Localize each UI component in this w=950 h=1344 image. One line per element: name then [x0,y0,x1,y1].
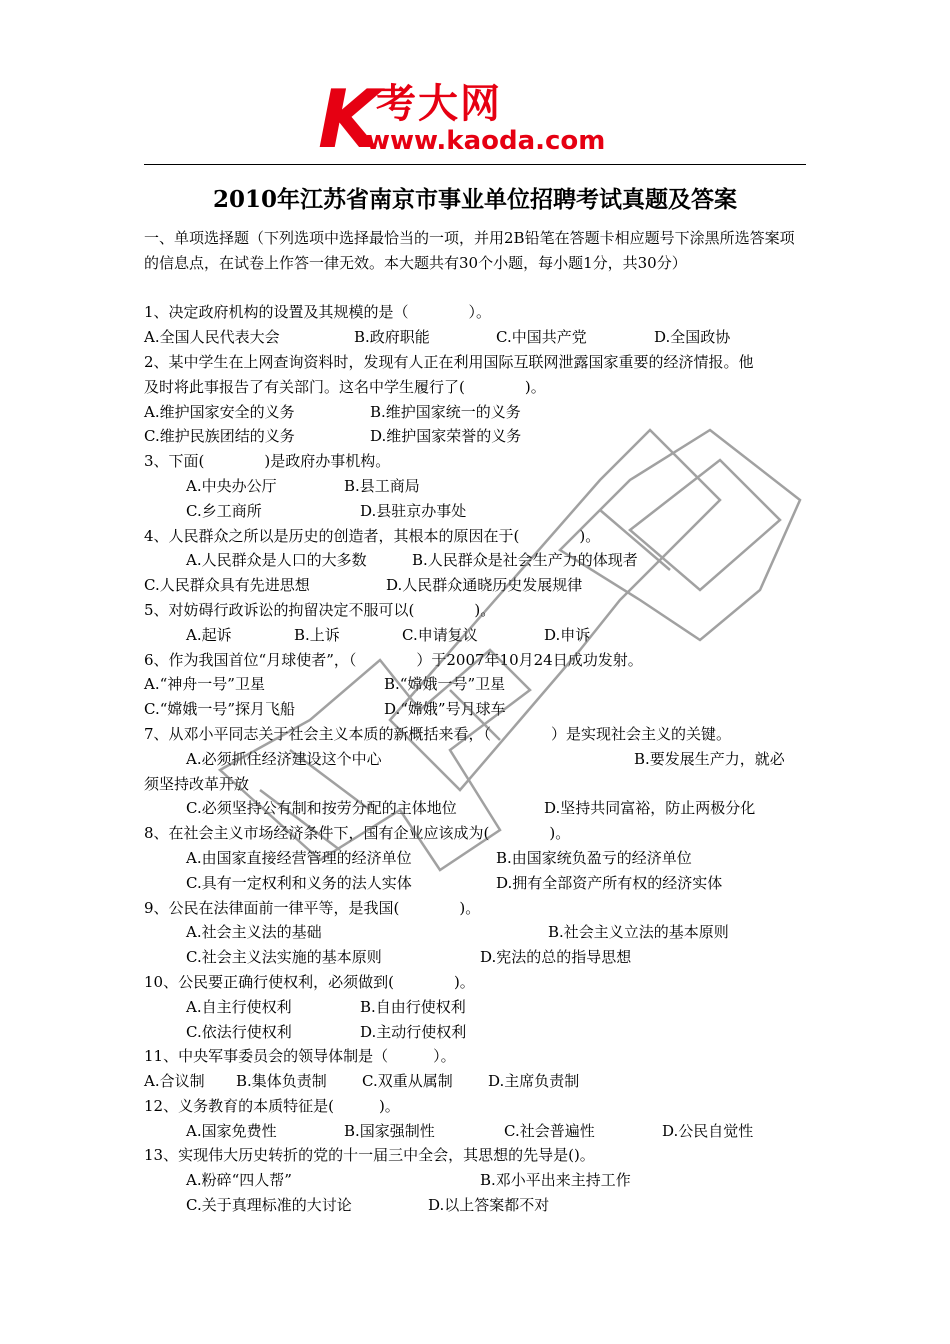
line-text: 6、作为我国首位“月球使者”，（ ）于2007年10月24日成功发射。 [144,650,643,669]
line-text: C.维护民族团结的义务 [144,427,295,446]
question-line [144,524,808,549]
line-text: C.申请复议 [402,625,478,644]
line-text: A.人民群众是人口的大多数 [186,551,367,570]
question-line [144,821,808,846]
question-line [144,1119,808,1144]
line-text: 2、某中学生在上网查询资料时，发现有人正在利用国际互联网泄露国家重要的经济情报。他 [144,352,754,371]
kaoda-logo [318,73,638,166]
logo-k-mark: K [318,73,380,166]
question-line [144,375,808,400]
line-text: C.双重从属制 [362,1072,453,1091]
line-text: D.维护国家荣誉的义务 [370,427,522,446]
line-text: A.必须抓住经济建设这个中心 [186,749,382,768]
question-line [144,697,808,722]
line-text: D.以上答案都不对 [428,1196,550,1215]
line-text: 8、在社会主义市场经济条件下，国有企业应该成为( )。 [144,824,571,843]
question-line [144,1193,808,1218]
question-line [144,424,808,449]
spacer [144,276,808,301]
line-text: B.维护国家统一的义务 [370,402,521,421]
question-line [144,1168,808,1193]
line-text: C.社会普遍性 [504,1121,595,1140]
question-line [144,772,808,797]
question-line [144,499,808,524]
line-text: B.集体负责制 [236,1072,327,1091]
question-content [144,226,808,1218]
question-line [144,896,808,921]
question-line [144,474,808,499]
line-text: 3、下面( )是政府办事机构。 [144,452,391,471]
line-text: A.社会主义法的基础 [186,923,322,942]
question-line [144,1094,808,1119]
line-text: D.坚持共同富裕，防止两极分化 [544,799,756,818]
line-text: D.宪法的总的指导思想 [480,948,632,967]
line-text: 12、义务教育的本质特征是( )。 [144,1096,400,1115]
question-line [144,400,808,425]
line-text: B.由国家统负盈亏的经济单位 [496,848,692,867]
logo-chinese-name: 考大网 [376,81,502,127]
line-text: B.上诉 [294,625,340,644]
line-text: B.要发展生产力，就必 [634,749,785,768]
line-text: C.具有一定权利和义务的法人实体 [186,873,412,892]
line-text: B.邓小平出来主持工作 [480,1171,631,1190]
line-text: B.人民群众是社会生产力的体现者 [412,551,638,570]
question-lines [144,300,808,1217]
question-line [144,722,808,747]
question-line [144,1143,808,1168]
question-line [144,1020,808,1045]
line-text: 及时将此事报告了有关部门。这名中学生履行了( )。 [144,377,546,396]
line-text: C.中国共产党 [496,328,587,347]
line-text: B.社会主义立法的基本原则 [548,923,729,942]
line-text: D.主席负责制 [488,1072,580,1091]
line-text: B.自由行使权利 [360,997,466,1016]
question-line [144,672,808,697]
question-line [144,796,808,821]
line-text: 13、实现伟大历史转折的党的十一届三中全会，其思想的先导是()。 [144,1146,595,1165]
line-text: C.“嫦娥一号”探月飞船 [144,700,296,719]
line-text: D.拥有全部资产所有权的经济实体 [496,873,723,892]
line-text: 11、中央军事委员会的领导体制是（ ）。 [144,1047,456,1066]
line-text: A.维护国家安全的义务 [144,402,295,421]
question-line [144,846,808,871]
line-text: C.依法行使权利 [186,1022,292,1041]
question-line [144,970,808,995]
line-text: B.政府职能 [354,328,430,347]
line-text: 5、对妨碍行政诉讼的拘留决定不服可以( )。 [144,600,496,619]
question-line [144,325,808,350]
line-text: A.自主行使权利 [186,997,292,1016]
page-title: 2010年江苏省南京市事业单位招聘考试真题及答案 [212,186,737,213]
question-line [144,945,808,970]
question-line [144,920,808,945]
line-text: D.公民自觉性 [662,1121,754,1140]
line-text: D.申诉 [544,625,591,644]
line-text: 7、从邓小平同志关于社会主义本质的新概括来看，（ ）是实现社会主义的关键。 [144,724,732,743]
question-line [144,871,808,896]
line-text: A.由国家直接经营管理的经济单位 [186,848,412,867]
line-text: A.起诉 [186,625,232,644]
line-text: D.全国政协 [654,328,731,347]
logo-url: www.kaoda.com [366,126,606,156]
line-text: A.合议制 [144,1072,205,1091]
line-text: B.县工商局 [344,476,420,495]
line-text: 1、决定政府机构的设置及其规模的是（ ）。 [144,303,492,322]
line-text: A.粉碎“四人帮” [186,1171,292,1190]
section-instructions: 一、单项选择题（下列选项中选择最恰当的一项，并用2B铅笔在答题卡相应题号下涂黑所选答案项的信息点，在试卷上作答一律无效。本大题共有30个小题，每小题1分，共30分） [144,229,795,272]
line-text: B.“嫦娥一号”卫星 [384,675,506,694]
line-text: 9、公民在法律面前一律平等，是我国( )。 [144,898,481,917]
question-line [144,598,808,623]
question-line [144,648,808,673]
line-text: D.县驻京办事处 [360,501,467,520]
line-text: D.人民群众通晓历史发展规律 [386,576,583,595]
line-text: C.人民群众具有先进思想 [144,576,310,595]
question-line [144,350,808,375]
line-text: 10、公民要正确行使权利，必须做到( )。 [144,972,475,991]
question-line [144,995,808,1020]
line-text: C.乡工商所 [186,501,262,520]
line-text: D.主动行使权利 [360,1022,467,1041]
question-line [144,1044,808,1069]
line-text: C.必须坚持公有制和按劳分配的主体地位 [186,799,457,818]
line-text: A.全国人民代表大会 [144,328,280,347]
line-text: 须坚持改革开放 [144,774,250,793]
question-line [144,573,808,598]
question-line [144,1069,808,1094]
question-line [144,623,808,648]
line-text: A.国家免费性 [186,1121,277,1140]
line-text: C.关于真理标准的大讨论 [186,1196,352,1215]
line-text: 4、人民群众之所以是历史的创造者，其根本的原因在于( )。 [144,526,601,545]
line-text: D.“嫦娥”号月球车 [384,700,506,719]
header-divider [144,164,806,165]
line-text: A.“神舟一号”卫星 [144,675,265,694]
line-text: B.国家强制性 [344,1121,435,1140]
line-text: C.社会主义法实施的基本原则 [186,948,382,967]
line-text: A.中央办公厅 [186,476,277,495]
question-line [144,449,808,474]
question-line [144,548,808,573]
question-line [144,300,808,325]
question-line [144,747,808,772]
